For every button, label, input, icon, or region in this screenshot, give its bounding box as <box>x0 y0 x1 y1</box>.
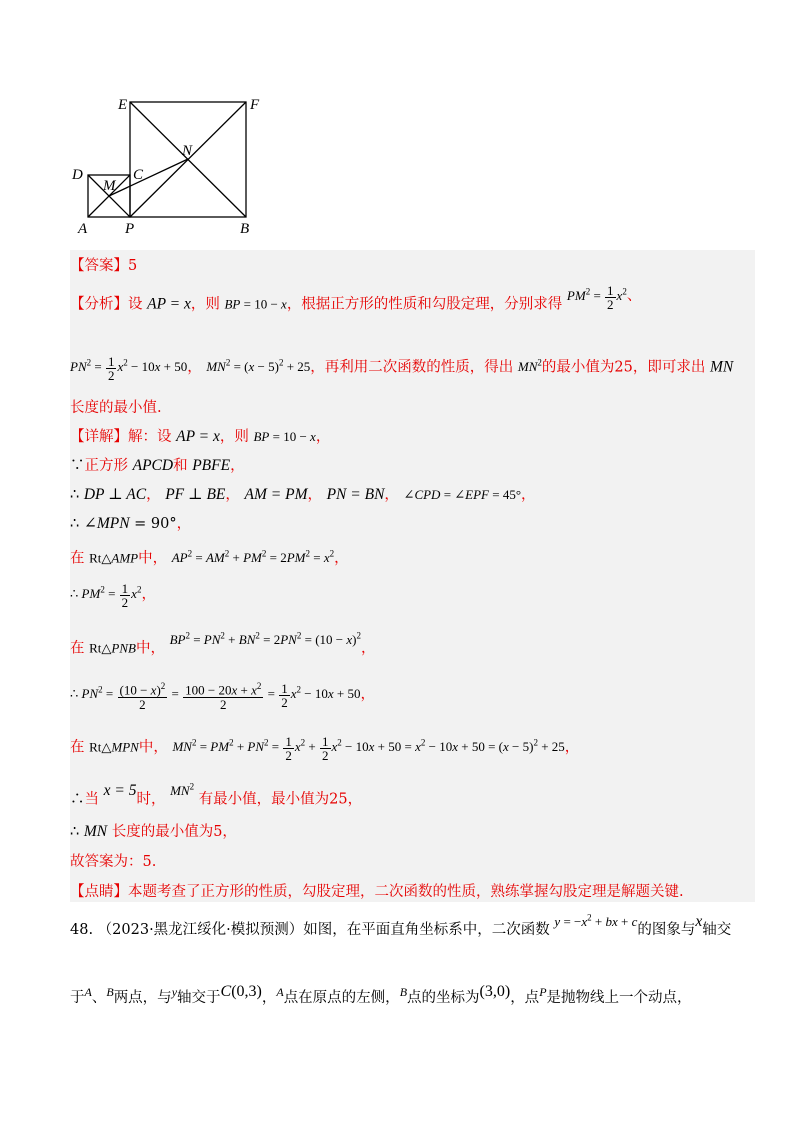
label-c: C <box>133 167 144 183</box>
question-line-2: 于$^A$、$^B$两点，与$^y$轴交于C(0,3)，$^A$点在原点的左侧，$^B$点的坐标为(3,0)，点$^P$是抛物线上一个动点， <box>70 983 692 1006</box>
detail-line-5: 在 Rt△AMP中， $AP^2 = AM^2 + PM^2 = 2PM^2 = x^2$， <box>70 549 349 567</box>
label-d: D <box>72 167 83 183</box>
detail-line-6: ∴ $PM^2$ = $\frac{1}{2}$ $x^2$， <box>70 580 156 610</box>
math-mn: MN <box>709 358 734 376</box>
label-f: F <box>250 97 260 113</box>
label-e: E <box>118 97 128 113</box>
label-b: B <box>240 221 250 237</box>
answer-tag: 【答案】 <box>70 258 128 274</box>
label-a: A <box>78 221 88 237</box>
detail-line-1: 【详解】解：设 AP = x，则 BP = 10 − x， <box>70 428 331 445</box>
analysis-line-1: 【分析】设 AP = x，则 BP = 10 − x，根据正方形的性质和勾股定理，分别求得 $PM^2$ = $\frac{1}{2}$ $x^2$、 <box>70 282 642 313</box>
comment-tag: 【点睛】 <box>70 884 128 900</box>
label-n: N <box>182 143 193 159</box>
label-p: P <box>125 221 135 237</box>
answer-value: 5 <box>128 258 138 274</box>
math-mn2: $MN^2 = (x - 5)^2 + 25$ <box>206 358 311 375</box>
question-source: （2023·黑龙江绥化·模拟预测） <box>97 922 304 938</box>
detail-line-9: 在 Rt△MPN中， $MN^2 = PM^2 + PN^2$ = $\frac{1}{2}$ $x^2$ + $\frac{1}{2}$ $x^2 - 10x + 50 = x^2 - 10x + 50 = (x - 5)^2 + 25$， <box>70 733 580 763</box>
label-m: M <box>103 178 116 194</box>
math-pm2: $PM^2$ = $\frac{1}{2}$ $x^2$ <box>566 282 627 312</box>
detail-tag: 【详解】 <box>70 429 128 445</box>
comment-line: 【点睛】本题考查了正方形的性质，勾股定理，二次函数的性质，熟练掌握勾股定理是解题关键. <box>70 884 684 900</box>
analysis-line-2: $PN^2$ = $\frac{1}{2}$ $x^2 - 10x + 50$， $MN^2 = (x - 5)^2 + 25$，再利用二次函数的性质，得出 $MN^2$的最小值为25，即可求出 MN <box>70 353 734 383</box>
geometry-figure <box>70 95 280 240</box>
detail-line-12: 故答案为：5. <box>70 854 157 870</box>
analysis-tag: 【分析】 <box>70 296 128 313</box>
detail-line-11: ∴ MN 长度的最小值为5， <box>70 823 237 840</box>
question-line-1: 48. （2023·黑龙江绥化·模拟预测）如图，在平面直角坐标系中，二次函数 $y = -x^2$ + bx + c的图象与x轴交 <box>70 912 732 938</box>
detail-line-3: ∴ DP ⊥ AC， PF ⊥ BE， AM = PM， PN = BN， ∠CPD = ∠EPF = 45°， <box>70 486 536 503</box>
answer-line <box>70 256 137 276</box>
detail-line-10: ∴当 x = 5时， $MN^2$ 有最小值，最小值为25， <box>70 782 363 808</box>
detail-line-7: 在 Rt△PNB中， $BP^2 = PN^2 + BN^2 = 2PN^2 = (10 - x)^2$， <box>70 631 376 657</box>
detail-line-2: ∵正方形 APCD和 PBFE， <box>70 457 245 474</box>
detail-line-4: ∴ ∠MPN = 90°， <box>70 515 192 532</box>
analysis-line-3: 长度的最小值. <box>70 400 162 416</box>
math-bp: BP = 10 − x <box>224 296 287 312</box>
math-mn2-b: $MN^2$ <box>517 358 542 375</box>
detail-line-8: ∴ $PN^2$ = $\frac{(10 - x)^2}{2}$ = $\frac{100 - 20x + x^2}{2}$ = $\frac{1}{2}$ $x^2 - 10x + 50$， <box>70 680 375 712</box>
segment-mn <box>109 159 188 196</box>
question-number: 48. <box>70 922 94 938</box>
math-ap-eq-x: AP = x <box>147 295 191 313</box>
math-pn2: $PN^2$ = $\frac{1}{2}$ $x^2 - 10x + 50$ <box>70 353 188 383</box>
